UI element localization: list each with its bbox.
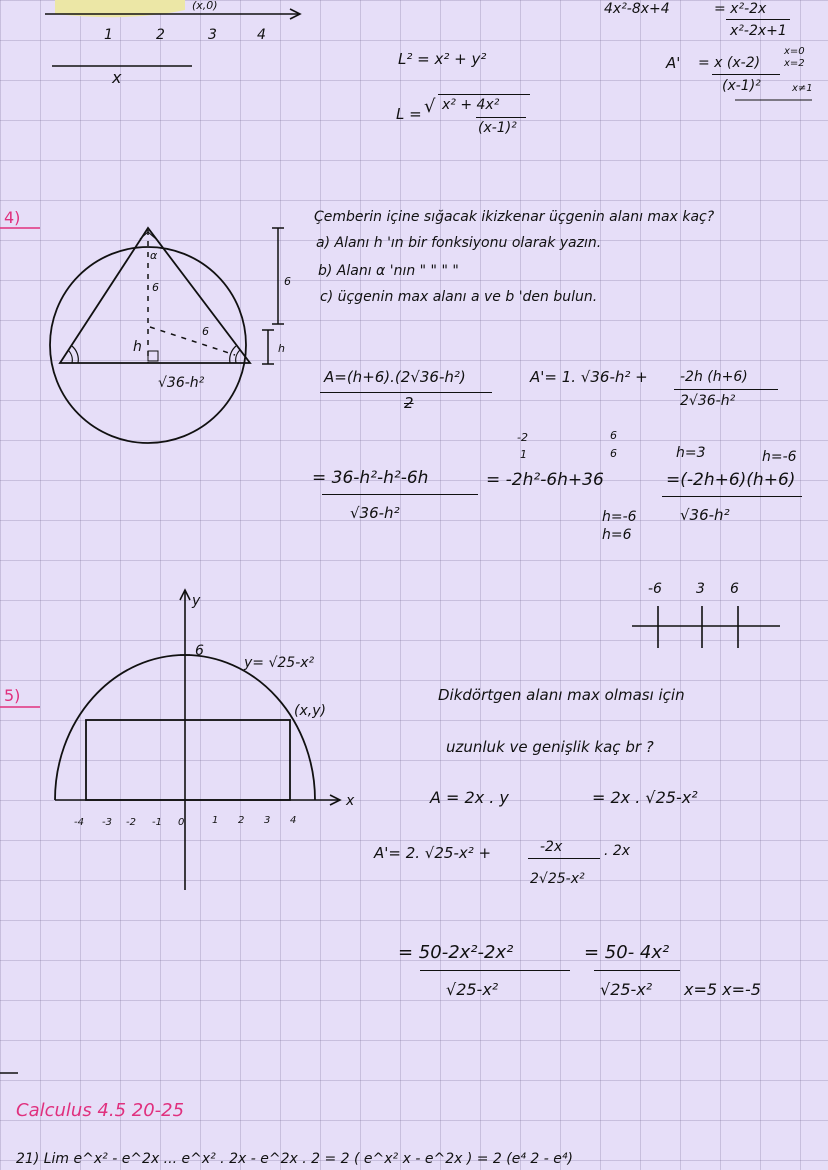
p5-final-bar: [420, 970, 570, 971]
x-measure-label: x: [112, 68, 122, 87]
distance-frac-bar: [476, 117, 526, 118]
sqrt-bar: [438, 94, 530, 95]
root-x2: x=2: [784, 58, 805, 69]
xtick-m2: -2: [126, 817, 136, 828]
sign-label-m6: -6: [648, 581, 662, 597]
fig-alpha: α: [150, 249, 158, 262]
xtick-m3: -3: [102, 817, 112, 828]
p5-final-num: = 50-2x²-2x²: [398, 942, 514, 963]
eq2-bar: [712, 74, 780, 75]
corner-point-label: (x,y): [294, 703, 326, 719]
eq2-num: = x (x-2): [698, 55, 761, 71]
small-6b: 6: [610, 447, 617, 460]
p5-area: A = 2x . y: [430, 788, 509, 807]
distance-squared: L² = x² + y²: [398, 50, 487, 68]
fig-six-a: 6: [152, 281, 159, 294]
h-eq-m6-top: h=-6: [762, 449, 797, 465]
root-h-m6: h=-6: [602, 509, 637, 525]
p5-final2-num: = 50- 4x²: [584, 942, 670, 963]
p5-area-sub: = 2x . √25-x²: [592, 788, 698, 807]
eq1-num: = x²-2x: [714, 1, 767, 17]
x-not-1: x≠1: [792, 83, 813, 94]
fig-six-b: 6: [202, 325, 209, 338]
p5-question-1: Dikdörtgen alanı max olması için: [438, 686, 685, 704]
p5-question-2: uzunluk ve genişlik kaç br ?: [446, 738, 654, 756]
angle-mark-left: [68, 350, 72, 363]
p5-final2-den: √25-x²: [600, 980, 653, 999]
p4-question: Çemberin içine sığacak ikizkenar üçgenin alanı max kaç?: [314, 209, 715, 225]
a-prime-label: A': [666, 54, 681, 72]
root-x0: x=0: [784, 46, 805, 57]
xtick-1: 1: [212, 815, 219, 826]
line2-bar2: [662, 496, 802, 497]
deriv-den: 2√36-h²: [680, 393, 736, 409]
deriv-num: -2h (h+6): [680, 369, 748, 385]
area-den: 2: [404, 394, 414, 412]
eq1-den: x²-2x+1: [730, 23, 787, 39]
problem-5-number: 5): [4, 686, 21, 705]
xtick-m4: -4: [74, 817, 84, 828]
point-label: (x,0): [192, 0, 218, 12]
area-bar: [320, 392, 492, 393]
expr-top: 4x²-8x+4: [604, 1, 670, 17]
sqrt-sign: √: [424, 96, 436, 117]
right-angle-mark: [148, 351, 158, 361]
eq2-den: (x-1)²: [722, 78, 761, 94]
p4-part-a: a) Alanı h 'ın bir fonksiyonu olarak yazın.: [316, 235, 602, 251]
x-axis-label: x: [346, 793, 355, 809]
tick-3: 3: [208, 27, 217, 43]
angle-mark-right: [236, 350, 240, 363]
line2-mid: = -2h²-6h+36: [486, 470, 604, 490]
p5-deriv-den: 2√25-x²: [530, 871, 585, 887]
xtick-0: 0: [178, 817, 185, 828]
distance-eq-lhs: L =: [396, 105, 422, 123]
p4-part-b: b) Alanı α 'nın " " " ": [318, 263, 459, 279]
small-m2: -2: [517, 431, 528, 444]
side-h: h: [278, 342, 285, 355]
small-6a: 6: [610, 429, 617, 442]
tick-1: 1: [104, 27, 113, 43]
side-six: 6: [284, 275, 291, 288]
tick-2: 2: [156, 27, 165, 43]
fig-h: h: [133, 339, 142, 355]
p5-deriv-tail: . 2x: [604, 843, 631, 859]
problem-4-number: 4): [4, 208, 21, 227]
line2-factor: =(-2h+6)(h+6): [666, 470, 796, 490]
sign-label-6: 6: [730, 581, 739, 597]
y-axis-label: y: [192, 593, 201, 609]
area-formula: A=(h+6).(2√36-h²): [324, 368, 466, 386]
small-1: 1: [520, 448, 527, 461]
distance-sqrt-den: (x-1)²: [478, 120, 517, 136]
p5-final2-bar: [594, 970, 680, 971]
deriv-bar: [674, 389, 778, 390]
angle-mark-left2: [72, 346, 78, 363]
p5-deriv-num: -2x: [540, 839, 563, 855]
xtick-4: 4: [290, 815, 297, 826]
calculus-heading: Calculus 4.5 20-25: [16, 1100, 185, 1121]
h-eq-3: h=3: [676, 445, 706, 461]
line2-den: √36-h²: [350, 504, 400, 522]
line2-bar: [322, 494, 478, 495]
area-derivative: A'= 1. √36-h² +: [530, 368, 648, 386]
eq1-bar: [726, 19, 790, 20]
p4-part-c: c) üçgenin max alanı a ve b 'den bulun.: [320, 289, 598, 305]
line2-num: = 36-h²-h²-6h: [312, 468, 429, 488]
xtick-m1: -1: [152, 817, 162, 828]
root-h-6: h=6: [602, 527, 632, 543]
tick-4: 4: [257, 27, 266, 43]
inscribed-rectangle: [86, 720, 290, 800]
p5-final-roots: x=5 x=-5: [684, 980, 761, 999]
xtick-2: 2: [238, 815, 245, 826]
line2-den2: √36-h²: [680, 506, 730, 524]
distance-sqrt-num: x² + 4x²: [442, 97, 500, 113]
radius-line: [150, 327, 235, 355]
fig-base: √36-h²: [158, 375, 205, 391]
p5-derivative: A'= 2. √25-x² +: [374, 844, 492, 862]
sign-label-3: 3: [696, 581, 705, 597]
p5-deriv-bar: [528, 858, 600, 859]
problem-21-line: 21) Lim e^x² - e^2x ... e^x² . 2x - e^2x . 2 = 2 ( e^x² x - e^2x ) = 2 (e⁴ 2 - e⁴): [16, 1151, 573, 1167]
y6-label: 6: [195, 643, 204, 659]
xtick-3: 3: [264, 815, 271, 826]
curve-label: y= √25-x²: [244, 655, 315, 671]
p5-final-den: √25-x²: [446, 980, 499, 999]
